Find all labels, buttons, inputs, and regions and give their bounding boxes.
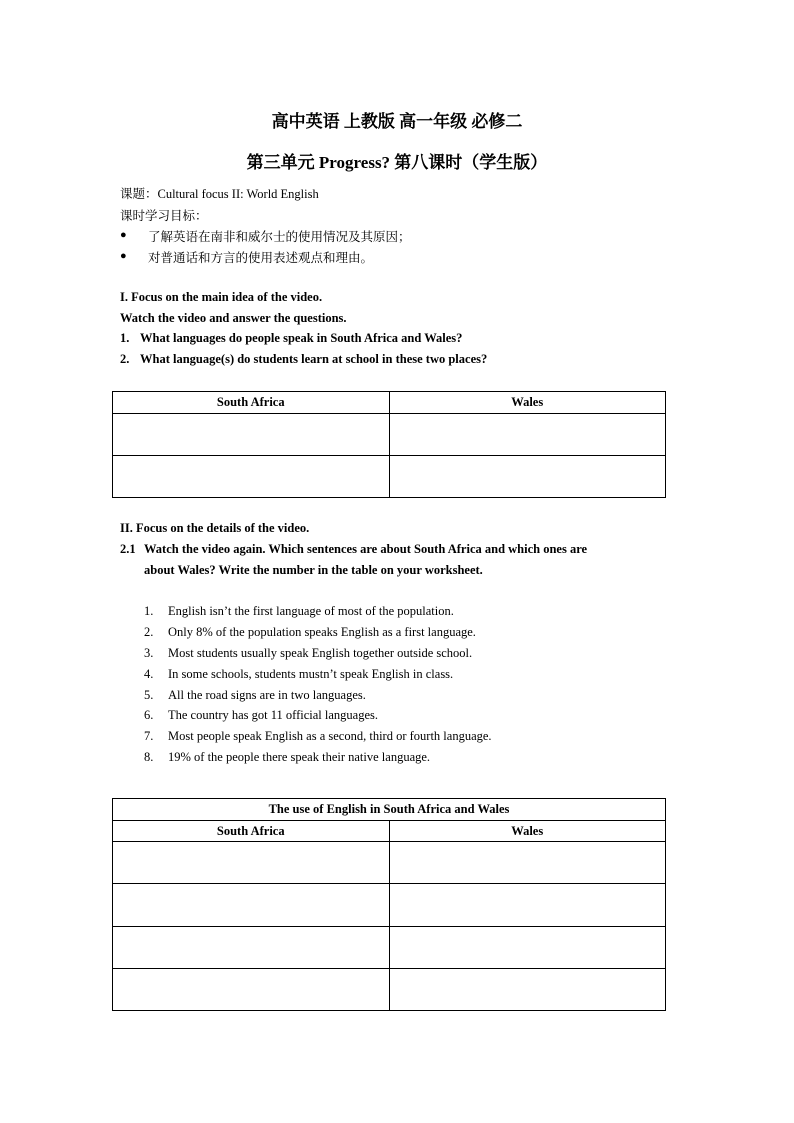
list-item: 3. Most students usually speak English together outside school. [144, 646, 473, 660]
table-header-south-africa: South Africa [113, 392, 390, 414]
answer-cell[interactable] [389, 927, 666, 969]
page-subtitle: 第三单元 Progress? 第八课时（学生版） [246, 153, 548, 172]
answer-cell[interactable] [389, 414, 666, 456]
task-instruction-line1: Watch the video again. Which sentences are about South Africa and which ones are [144, 542, 588, 556]
list-item: 6. The country has got 11 official languages. [144, 708, 379, 722]
question-number: 1. [120, 331, 130, 345]
part2-heading: II. Focus on the details of the video. [120, 521, 310, 535]
table-caption: The use of English in South Africa and Wales [113, 799, 666, 821]
lesson-topic: 课题：Cultural focus II: World English [120, 187, 319, 201]
part1-answer-table [112, 391, 666, 498]
list-item: 1. English isn’t the first language of most of the population. [144, 604, 454, 618]
list-item: 8. 19% of the people there speak their native language. [144, 750, 431, 764]
list-item: 2. Only 8% of the population speaks English as a first language. [144, 625, 476, 639]
part1-instruction: Watch the video and answer the questions. [120, 311, 347, 325]
bullet-icon: ● [120, 229, 127, 241]
answer-cell[interactable] [113, 842, 390, 884]
part2-answer-table [112, 798, 666, 1011]
question-text: What language(s) do students learn at school in these two places? [140, 352, 488, 366]
goal-text: 了解英语在南非和威尔士的使用情况及其原因； [148, 230, 411, 244]
list-item: 4. In some schools, students mustn’t speak English in class. [144, 667, 454, 681]
answer-cell[interactable] [113, 414, 390, 456]
answer-cell[interactable] [389, 969, 666, 1011]
part1-heading: I. Focus on the main idea of the video. [120, 290, 323, 304]
answer-cell[interactable] [113, 456, 390, 498]
page-title: 高中英语 上教版 高一年级 必修二 [271, 112, 523, 131]
question-text: What languages do people speak in South Africa and Wales? [140, 331, 463, 345]
list-item: 5. All the road signs are in two languages. [144, 688, 366, 702]
table-header-wales: Wales [389, 821, 666, 842]
answer-cell[interactable] [113, 969, 390, 1011]
answer-cell[interactable] [113, 884, 390, 927]
goal-item [120, 227, 127, 242]
task-number: 2.1 [120, 542, 136, 556]
answer-cell[interactable] [389, 884, 666, 927]
goal-item [120, 248, 127, 263]
list-item: 7. Most people speak English as a second, third or fourth language. [144, 729, 492, 743]
bullet-icon: ● [120, 250, 127, 262]
goals-label: 课时学习目标： [120, 209, 208, 223]
goal-text: 对普通话和方言的使用表述观点和理由。 [148, 251, 374, 265]
question-number: 2. [120, 352, 130, 366]
answer-cell[interactable] [389, 456, 666, 498]
task-instruction-line2: about Wales? Write the number in the table on your worksheet. [144, 563, 483, 577]
answer-cell[interactable] [113, 927, 390, 969]
table-header-south-africa: South Africa [113, 821, 390, 842]
table-header-wales: Wales [389, 392, 666, 414]
answer-cell[interactable] [389, 842, 666, 884]
